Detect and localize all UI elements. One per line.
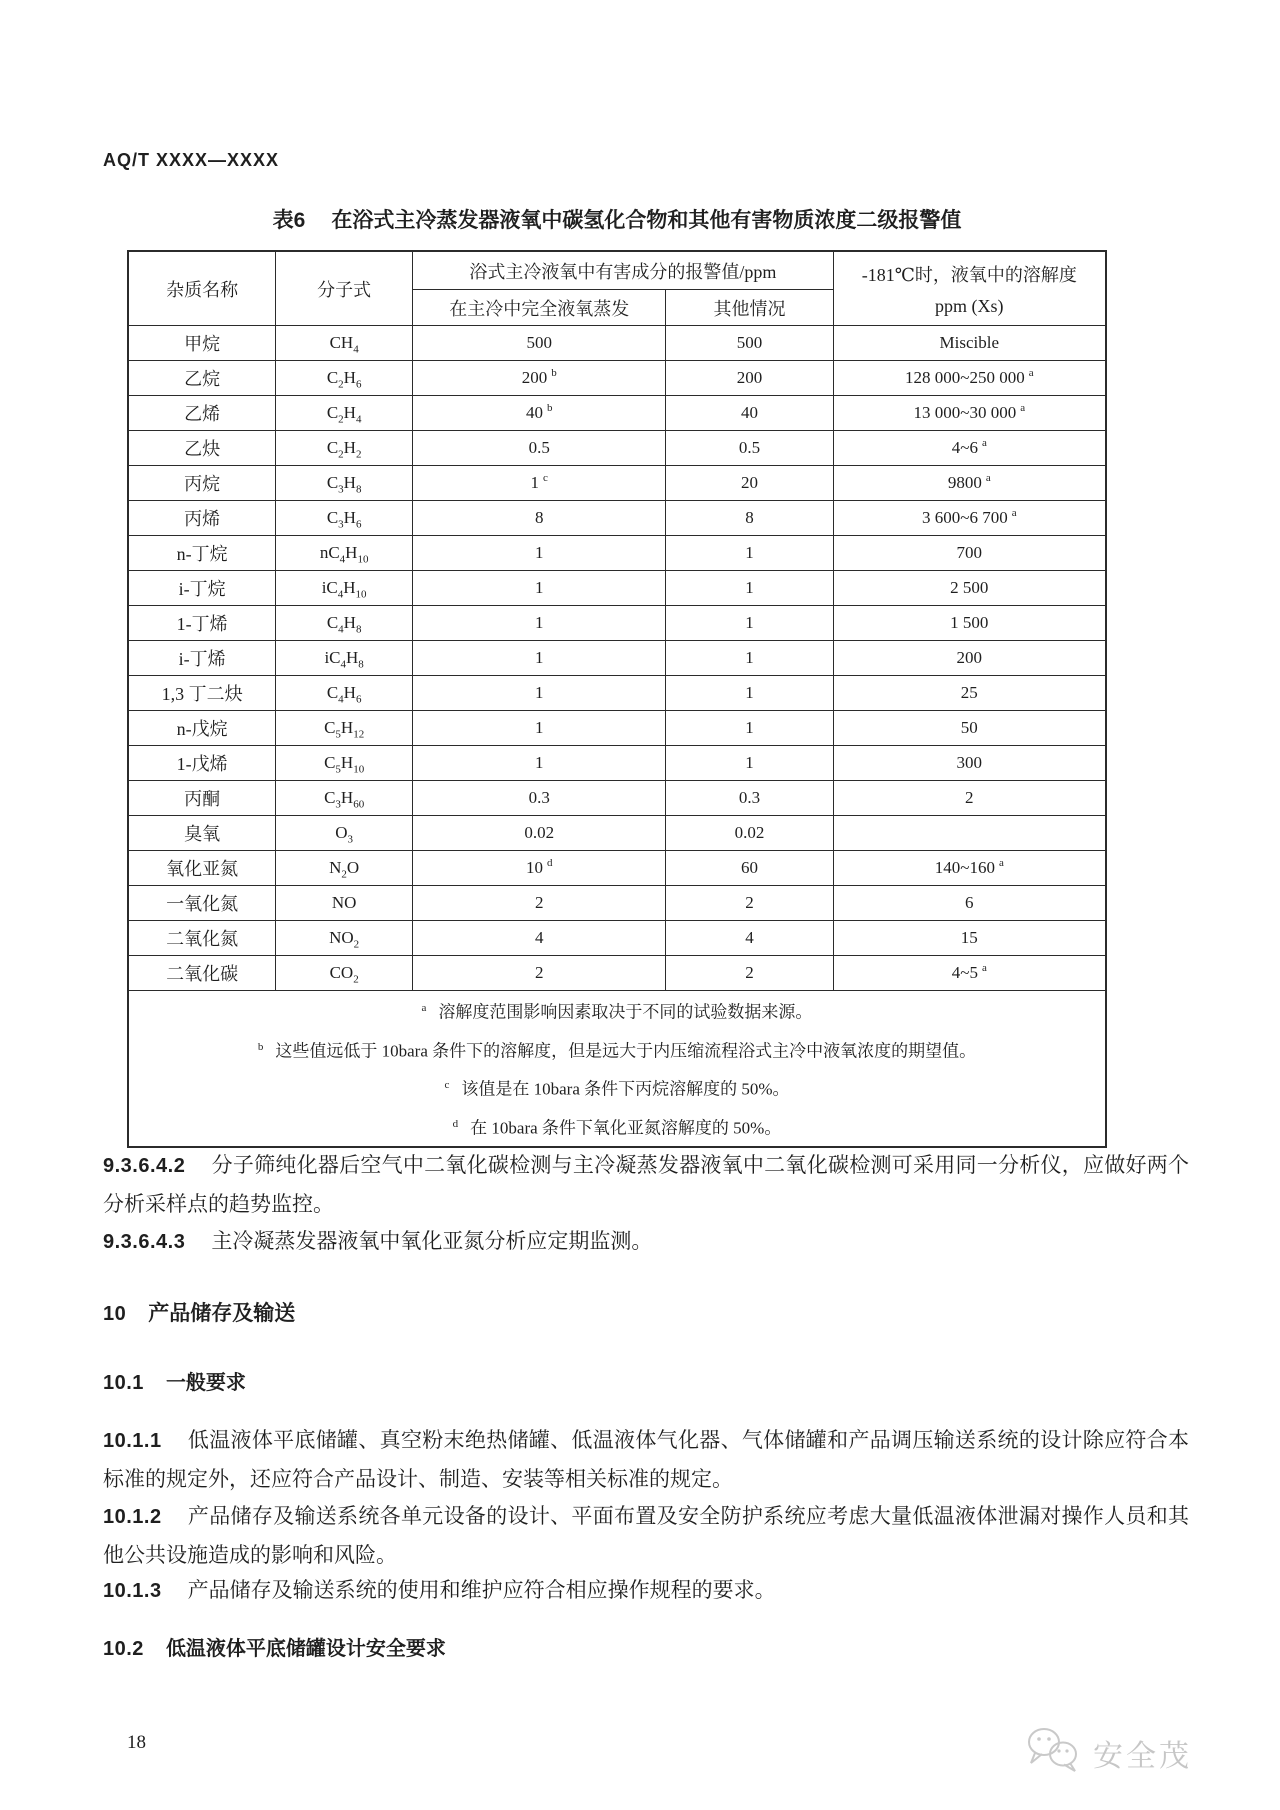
clause-10-1-3 [103, 1571, 1189, 1610]
table-cell-alarm-evaporation: 2 [413, 956, 666, 991]
table-row [128, 641, 1106, 676]
table-cell-formula: $iC_4H_{10}$ [276, 571, 413, 606]
table-cell-solubility: 2 [833, 781, 1106, 816]
table-cell-name: 甲烷 [128, 326, 276, 361]
table-row [128, 606, 1106, 641]
clause-number: 10.1.2 [103, 1506, 162, 1528]
table-cell-formula: NO [276, 886, 413, 921]
table-cell-alarm-evaporation: 1 [413, 606, 666, 641]
table-footnote-b: $^b$ 这些值远低于 10bara 条件下的溶解度，但是远大于内压缩流程浴式主冷中液氧浓度的期望值。 [257, 1040, 977, 1061]
table-cell-alarm-other: 0.5 [666, 431, 833, 466]
table-cell-name: 乙烯 [128, 396, 276, 431]
table-footnote-a: $^a$ 溶解度范围影响因素取决于不同的试验数据来源。 [421, 1002, 813, 1022]
table-cell-solubility: 4~5 $^a$ [833, 956, 1106, 991]
header-full-evaporation: 在主冷中完全液氧蒸发 [413, 290, 666, 326]
table-cell-formula: $CH_4$ [276, 326, 413, 361]
table-cell-alarm-evaporation: 8 [413, 501, 666, 536]
clause-9-3-6-4-3 [103, 1222, 1189, 1261]
table-cell-name: 丙烷 [128, 466, 276, 501]
table-footnotes [128, 991, 1106, 1147]
table-cell-alarm-evaporation: 0.3 [413, 781, 666, 816]
table-row [128, 396, 1106, 431]
section-heading-10-2 [103, 1632, 1189, 1661]
table-row [128, 886, 1106, 921]
header-solubility-line1: -181℃时，液氧中的溶解度 [861, 264, 1077, 285]
table-cell-alarm-other: 40 [666, 396, 833, 431]
table-caption-label: 表6 [272, 209, 306, 232]
table-cell-alarm-evaporation: 4 [413, 921, 666, 956]
table-cell-alarm-other: 2 [666, 956, 833, 991]
watermark [1025, 1726, 1192, 1779]
table-cell-formula: $C_3H_6$ [276, 501, 413, 536]
clause-text: 分子筛纯化器后空气中二氧化碳检测与主冷凝蒸发器液氧中二氧化碳检测可采用同一分析仪，应做好两个分析采样点的趋势监控。 [103, 1153, 1189, 1216]
table-cell-alarm-evaporation: 1 [413, 711, 666, 746]
clause-9-3-6-4-2 [103, 1146, 1189, 1223]
table-cell-solubility [833, 816, 1106, 851]
clause-number: 9.3.6.4.3 [103, 1231, 186, 1253]
table-cell-alarm-other: 2 [666, 886, 833, 921]
table-row [128, 711, 1106, 746]
table-cell-solubility: 25 [833, 676, 1106, 711]
table-row [128, 921, 1106, 956]
table-cell-alarm-evaporation: 10 $^d$ [413, 851, 666, 886]
table-cell-formula: $C_3H_8$ [276, 466, 413, 501]
table-cell-alarm-other: 1 [666, 676, 833, 711]
clause-text: 主冷凝蒸发器液氧中氧化亚氮分析应定期监测。 [211, 1229, 653, 1253]
table-cell-name: 乙烷 [128, 361, 276, 396]
table-cell-name: 乙炔 [128, 431, 276, 466]
section-number: 10.1 [103, 1372, 144, 1394]
table-cell-alarm-other: 200 [666, 361, 833, 396]
table-cell-alarm-other: 60 [666, 851, 833, 886]
table-caption [127, 204, 1107, 234]
table-cell-alarm-evaporation: 0.02 [413, 816, 666, 851]
header-solubility [833, 251, 1106, 326]
section-number: 10 [103, 1303, 127, 1326]
table-cell-alarm-other: 1 [666, 641, 833, 676]
table-cell-alarm-other: 4 [666, 921, 833, 956]
clause-number: 9.3.6.4.2 [103, 1155, 186, 1177]
table-cell-solubility: 300 [833, 746, 1106, 781]
table-row [128, 536, 1106, 571]
clause-10-1-1 [103, 1421, 1189, 1498]
table-cell-name: 氧化亚氮 [128, 851, 276, 886]
clause-10-1-2 [103, 1497, 1189, 1574]
table-cell-alarm-evaporation: 0.5 [413, 431, 666, 466]
table-cell-alarm-other: 1 [666, 536, 833, 571]
table-cell-alarm-other: 1 [666, 746, 833, 781]
header-other-cases: 其他情况 [666, 290, 833, 326]
table-cell-formula: $C_2H_6$ [276, 361, 413, 396]
table-cell-name: 1-丁烯 [128, 606, 276, 641]
table-row [128, 466, 1106, 501]
header-impurity-name: 杂质名称 [128, 251, 276, 326]
table-cell-solubility: 128 000~250 000 $^a$ [833, 361, 1106, 396]
table-cell-name: 1-戊烯 [128, 746, 276, 781]
table-cell-formula: $C_3H_{60}$ [276, 781, 413, 816]
table-cell-formula: $C_4H_8$ [276, 606, 413, 641]
table-cell-solubility: 200 [833, 641, 1106, 676]
table-cell-alarm-other: 8 [666, 501, 833, 536]
table-cell-formula: $CO_2$ [276, 956, 413, 991]
table-cell-solubility: 2 500 [833, 571, 1106, 606]
table-row [128, 571, 1106, 606]
section-title: 低温液体平底储罐设计安全要求 [165, 1638, 446, 1660]
table-cell-name: 一氧化氮 [128, 886, 276, 921]
table-cell-solubility: Miscible [833, 326, 1106, 361]
table-row [128, 501, 1106, 536]
table-row [128, 851, 1106, 886]
table-cell-solubility: 3 600~6 700 $^a$ [833, 501, 1106, 536]
table-cell-name: 二氧化氮 [128, 921, 276, 956]
table-cell-solubility: 15 [833, 921, 1106, 956]
clause-text: 产品储存及输送系统各单元设备的设计、平面布置及安全防护系统应考虑大量低温液体泄漏对操作人员和其他公共设施造成的影响和风险。 [103, 1504, 1189, 1567]
clause-number: 10.1.3 [103, 1580, 162, 1602]
table-cell-formula: $iC_4H_8$ [276, 641, 413, 676]
table-cell-solubility: 140~160 $^a$ [833, 851, 1106, 886]
section-heading-10-1 [103, 1366, 1189, 1395]
table-cell-formula: $C_5H_{10}$ [276, 746, 413, 781]
table-cell-solubility: 700 [833, 536, 1106, 571]
standard-code: AQ/T XXXX—XXXX [103, 150, 280, 170]
table-row [128, 676, 1106, 711]
table-cell-name: i-丁烯 [128, 641, 276, 676]
table-caption-text: 在浴式主冷蒸发器液氧中碳氢化合物和其他有害物质浓度二级报警值 [331, 209, 962, 232]
table-cell-alarm-evaporation: 1 $^c$ [413, 466, 666, 501]
table-cell-alarm-evaporation: 1 [413, 641, 666, 676]
clause-text: 低温液体平底储罐、真空粉末绝热储罐、低温液体气化器、气体储罐和产品调压输送系统的设计除应符合本标准的规定外，还应符合产品设计、制造、安装等相关标准的规定。 [103, 1428, 1189, 1491]
table-footnote-c: $^c$ 该值是在 10bara 条件下丙烷溶解度的 50%。 [444, 1079, 790, 1099]
table-cell-solubility: 50 [833, 711, 1106, 746]
table-cell-alarm-other: 0.3 [666, 781, 833, 816]
table-body [128, 326, 1106, 991]
header-solubility-line2: ppm (Xs) [935, 295, 1004, 316]
table-row [128, 431, 1106, 466]
header-molecular-formula: 分子式 [276, 251, 413, 326]
clause-number: 10.1.1 [103, 1430, 162, 1452]
watermark-text: 安全茂 [1093, 1739, 1192, 1773]
table-cell-alarm-other: 1 [666, 711, 833, 746]
table-cell-formula: $C_2H_2$ [276, 431, 413, 466]
clause-text: 产品储存及输送系统的使用和维护应符合相应操作规程的要求。 [187, 1578, 776, 1602]
table-cell-name: n-戊烷 [128, 711, 276, 746]
table-cell-formula: $O_3$ [276, 816, 413, 851]
table-cell-formula: $N_2O$ [276, 851, 413, 886]
page-number: 18 [127, 1732, 146, 1753]
table-cell-alarm-other: 1 [666, 606, 833, 641]
table-cell-name: i-丁烷 [128, 571, 276, 606]
table-cell-alarm-evaporation: 1 [413, 571, 666, 606]
table-row [128, 361, 1106, 396]
table-cell-alarm-other: 500 [666, 326, 833, 361]
table-cell-solubility: 1 500 [833, 606, 1106, 641]
table-cell-alarm-evaporation: 40 $^b$ [413, 396, 666, 431]
table-cell-alarm-other: 1 [666, 571, 833, 606]
wechat-icon [1025, 1726, 1083, 1779]
table-cell-alarm-evaporation: 1 [413, 746, 666, 781]
table-row [128, 781, 1106, 816]
table-cell-alarm-other: 0.02 [666, 816, 833, 851]
table-cell-name: 1,3 丁二炔 [128, 676, 276, 711]
table-cell-alarm-evaporation: 200 $^b$ [413, 361, 666, 396]
table-cell-formula: $nC_4H_{10}$ [276, 536, 413, 571]
section-number: 10.2 [103, 1638, 144, 1660]
table-cell-alarm-evaporation: 2 [413, 886, 666, 921]
table-cell-solubility: 6 [833, 886, 1106, 921]
table-cell-solubility: 9800 $^a$ [833, 466, 1106, 501]
table-row [128, 746, 1106, 781]
table-cell-solubility: 13 000~30 000 $^a$ [833, 396, 1106, 431]
table-cell-solubility: 4~6 $^a$ [833, 431, 1106, 466]
table-row [128, 816, 1106, 851]
table-cell-formula: $NO_2$ [276, 921, 413, 956]
table-cell-alarm-evaporation: 500 [413, 326, 666, 361]
table-cell-formula: $C_2H_4$ [276, 396, 413, 431]
table-cell-alarm-evaporation: 1 [413, 536, 666, 571]
table-cell-name: n-丁烷 [128, 536, 276, 571]
section-heading-10 [103, 1297, 1189, 1327]
table-row [128, 956, 1106, 991]
table-cell-name: 臭氧 [128, 816, 276, 851]
table-cell-alarm-evaporation: 1 [413, 676, 666, 711]
section-title: 产品储存及输送 [148, 1302, 296, 1326]
table-cell-name: 丙烯 [128, 501, 276, 536]
table-cell-formula: $C_5H_{12}$ [276, 711, 413, 746]
table-cell-alarm-other: 20 [666, 466, 833, 501]
table-header [128, 251, 1106, 326]
header-alarm-group: 浴式主冷液氧中有害成分的报警值/ppm [413, 251, 834, 290]
table-cell-formula: $C_4H_6$ [276, 676, 413, 711]
impurity-alarm-table [127, 250, 1107, 1148]
table-row [128, 326, 1106, 361]
table-footnote-d: $^d$ 在 10bara 条件下氧化亚氮溶解度的 50%。 [452, 1117, 782, 1138]
table-cell-name: 二氧化碳 [128, 956, 276, 991]
table-cell-name: 丙酮 [128, 781, 276, 816]
section-title: 一般要求 [165, 1372, 246, 1394]
